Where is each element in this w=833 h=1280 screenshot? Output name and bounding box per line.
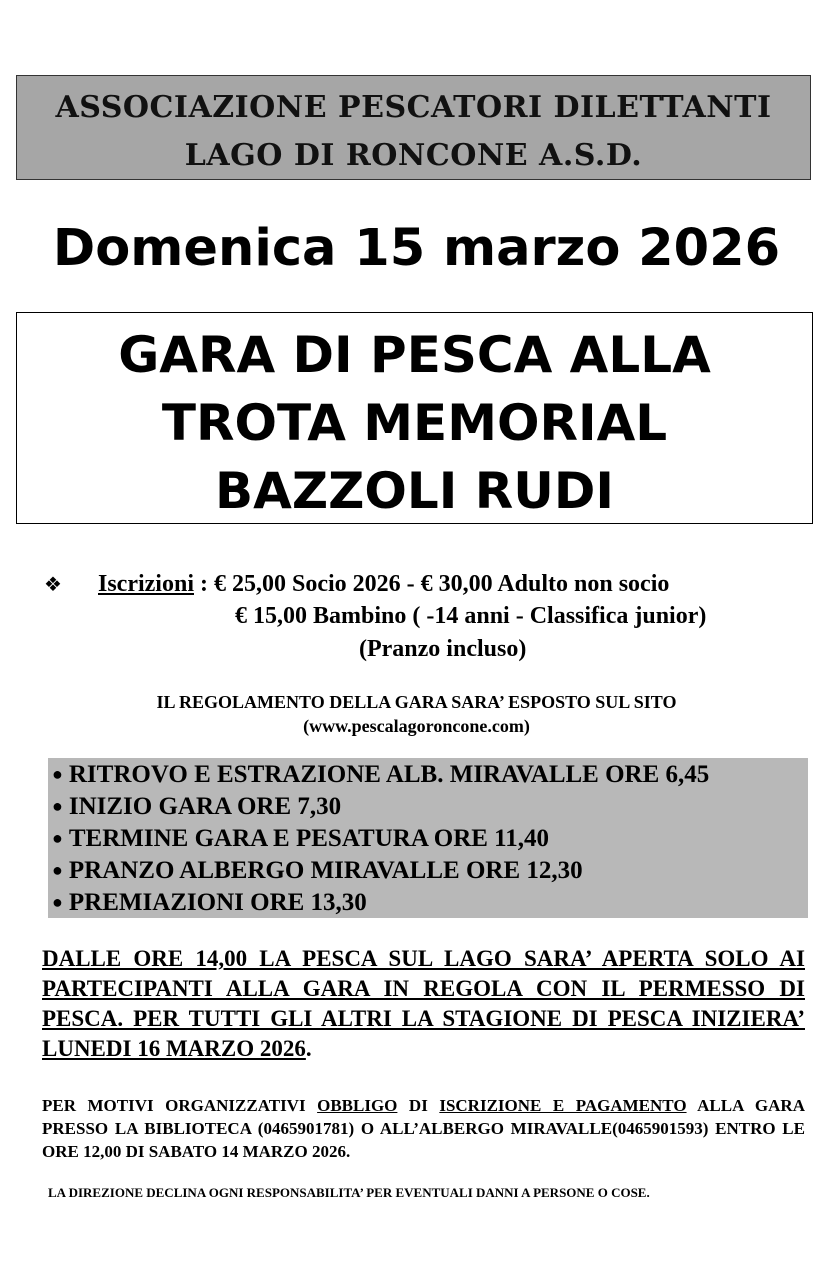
bullet-dot-icon: ● — [52, 892, 63, 912]
schedule-item: ● INIZIO GARA ORE 7,30 — [52, 793, 342, 820]
registration-label: Iscrizioni — [98, 571, 194, 597]
event-title-line-2: TROTA MEMORIAL — [161, 394, 668, 452]
registration-line-1 — [98, 568, 669, 600]
event-title-line-1: GARA DI PESCA ALLA — [118, 326, 711, 384]
schedule-item: ● PRANZO ALBERGO MIRAVALLE ORE 12,30 — [52, 857, 583, 884]
liability-disclaimer: LA DIREZIONE DECLINA OGNI RESPONSABILITA’ PER EVENTUALI DANNI A PERSONE O COSE. — [48, 1185, 650, 1200]
schedule-item: ● PREMIAZIONI ORE 13,30 — [52, 889, 367, 916]
association-location: LAGO DI RONCONE A.S.D. — [184, 138, 643, 173]
bullet-dot-icon: ● — [52, 860, 63, 880]
bullet-dot-icon: ● — [52, 764, 63, 784]
fishing-opening-text: DALLE ORE 14,00 LA PESCA SUL LAGO SARA’ APERTA SOLO AI PARTECIPANTI ALLA GARA IN REGOLA CON IL PERMESSO DI PESCA. PER TUTTI GLI ALTRI LA STAGIONE DI PESCA INIZIERA’ LUNEDI 16 MARZO 2026 — [42, 946, 805, 1061]
fishing-opening-notice: DALLE ORE 14,00 LA PESCA SUL LAGO SARA’ APERTA SOLO AI PARTECIPANTI ALLA GARA IN REGOLA CON IL PERMESSO DI PESCA. PER TUTTI GLI ALTRI LA STAGIONE DI PESCA INIZIERA’ LUNEDI 16 MARZO 2026. — [42, 946, 805, 1061]
rules-notice — [0, 690, 833, 738]
bullet-dot-icon: ● — [52, 796, 63, 816]
registration-fees-child: € 15,00 Bambino ( -14 anni - Classifica junior) — [235, 603, 707, 629]
association-header — [16, 75, 811, 180]
website-link[interactable]: (www.pescalagoroncone.com) — [303, 716, 530, 736]
registration-fees-adult: : € 25,00 Socio 2026 - € 30,00 Adulto non socio — [194, 571, 670, 597]
obbligo-word: OBBLIGO — [317, 1096, 398, 1115]
rules-text: IL REGOLAMENTO DELLA GARA SARA’ ESPOSTO SUL SITO — [156, 692, 677, 712]
event-date: Domenica 15 marzo 2026 — [52, 219, 781, 278]
schedule-box — [48, 758, 808, 918]
diamond-bullet-icon: ❖ — [44, 572, 62, 596]
schedule-item: ● RITROVO E ESTRAZIONE ALB. MIRAVALLE ORE 6,45 — [52, 761, 710, 788]
lunch-included: (Pranzo incluso) — [359, 636, 527, 662]
event-title-box — [16, 312, 813, 524]
association-name: ASSOCIAZIONE PESCATORI DILETTANTI — [55, 90, 772, 125]
event-title-line-3: BAZZOLI RUDI — [215, 462, 614, 520]
schedule-item: ● TERMINE GARA E PESATURA ORE 11,40 — [52, 825, 550, 852]
registration-requirement: PER MOTIVI ORGANIZZATIVI OBBLIGO DI ISCRIZIONE E PAGAMENTO ALLA GARA PRESSO LA BIBLIOTECA (0465901781) O ALL’ALBERGO MIRAVALLE(0465901593) ENTRO LE ORE 12,00 DI SABATO 14 MARZO 2026. — [42, 1096, 805, 1161]
bullet-dot-icon: ● — [52, 828, 63, 848]
registration-payment-text: ISCRIZIONE E PAGAMENTO — [439, 1096, 687, 1115]
